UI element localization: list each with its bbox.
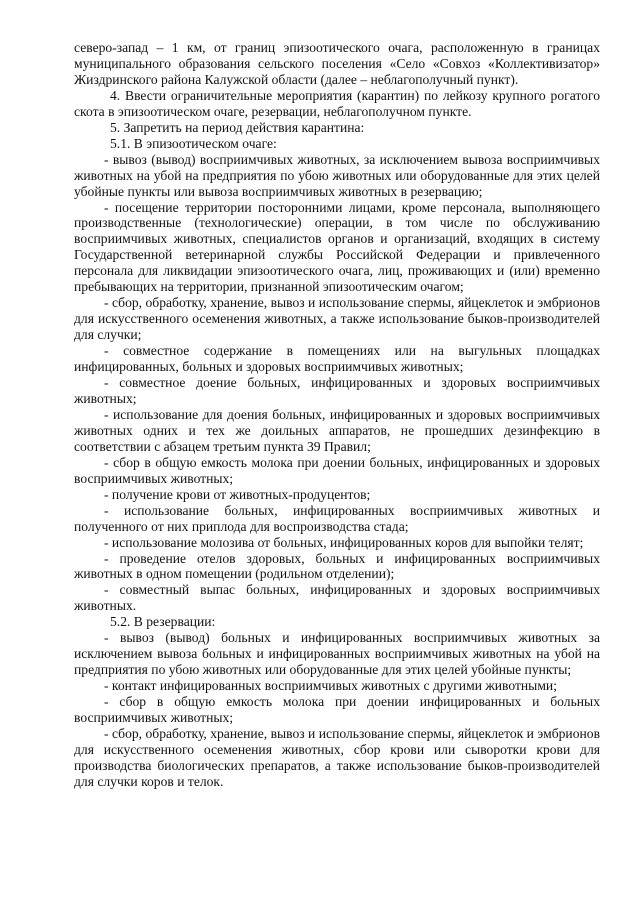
list-item: - получение крови от животных-продуцентов; <box>104 486 371 502</box>
list-item: - совместный выпас больных, инфицированных и здоровых восприимчивых животных. <box>74 582 600 614</box>
list-item: - использование больных, инфицированных восприимчивых животных и полученного от них приплода для воспроизводства стада; <box>74 502 600 534</box>
list-item: - использование молозива от больных, инфицированных коров для выпойки телят; <box>104 534 584 550</box>
list-item: - контакт инфицированных восприимчивых животных с другими животными; <box>104 678 557 694</box>
list-item: - проведение отелов здоровых, больных и инфицированных восприимчивых животных в одном помещении (родильном отделении); <box>74 550 600 582</box>
list-item: - посещение территории посторонними лицами, кроме персонала, выполняющего производственные (технологические) операции, в том числе по обслуживанию восприимчивых животных, специалистов органов и организаций, входящих в систему Государственной ветеринарной службы Российской Федерации и привлеченного персонала для ликвидации эпизоотического очага, лиц, проживающих и (или) временно пребывающих на территории, признанной эпизоотическим очагом; <box>74 199 600 295</box>
clause-5: 5. Запретить на период действия карантина: <box>110 119 365 135</box>
list-item: - сбор, обработку, хранение, вывоз и использование спермы, яйцеклеток и эмбрионов для искусственного осеменения животных, а также использование быков-производителей для случки; <box>74 295 600 343</box>
list-item: - вывоз (вывод) больных и инфицированных восприимчивых животных за исключением вывоза больных и инфицированных восприимчивых животных на убой на предприятия по убою животных или оборудованные для этих целей убойные пункты; <box>74 630 600 678</box>
list-item: - сбор, обработку, хранение, вывоз и использование спермы, яйцеклеток и эмбрионов для искусственного осеменения животных, сбор крови или сыворотки крови для производства биологических препаратов, а также использование быков-производителей для случки коров и телок. <box>74 725 600 789</box>
clause-4: 4. Ввести ограничительные мероприятия (карантин) по лейкозу крупного рогатого скота в эпизоотическом очаге, резервации, неблагополучном пункте. <box>74 87 600 119</box>
list-item: - использование для доения больных, инфицированных и здоровых восприимчивых животных одних и тех же доильных аппаратов, не прошедших дезинфекцию в соответствии с абзацем третьим пункта 39 Правил; <box>74 406 600 454</box>
list-item: - сбор в общую емкость молока при доении больных, инфицированных и здоровых восприимчивых животных; <box>74 454 600 486</box>
clause-5-2-heading: 5.2. В резервации: <box>110 614 216 630</box>
list-item: - вывоз (вывод) восприимчивых животных, за исключением вывоза восприимчивых животных на убой на предприятия по убою животных или оборудованные для этих целей убойные пункты или вывоза восприимчивых животных в резервацию; <box>74 151 600 199</box>
clause-5-1-heading: 5.1. В эпизоотическом очаге: <box>110 135 277 151</box>
list-item: - совместное содержание в помещениях или на выгульных площадках инфицированных, больных и здоровых восприимчивых животных; <box>74 343 600 375</box>
list-item: - сбор в общую емкость молока при доении инфицированных и больных восприимчивых животных; <box>74 694 600 726</box>
list-item: - совместное доение больных, инфицированных и здоровых восприимчивых животных; <box>74 375 600 406</box>
paragraph-continuation: северо-запад – 1 км, от границ эпизоотического очага, расположенную в границах муниципального образования сельского поселения «Село «Совхоз «Коллективизатор» Жиздринского района Калужской области (далее – неблагополучный пункт). <box>74 40 600 87</box>
